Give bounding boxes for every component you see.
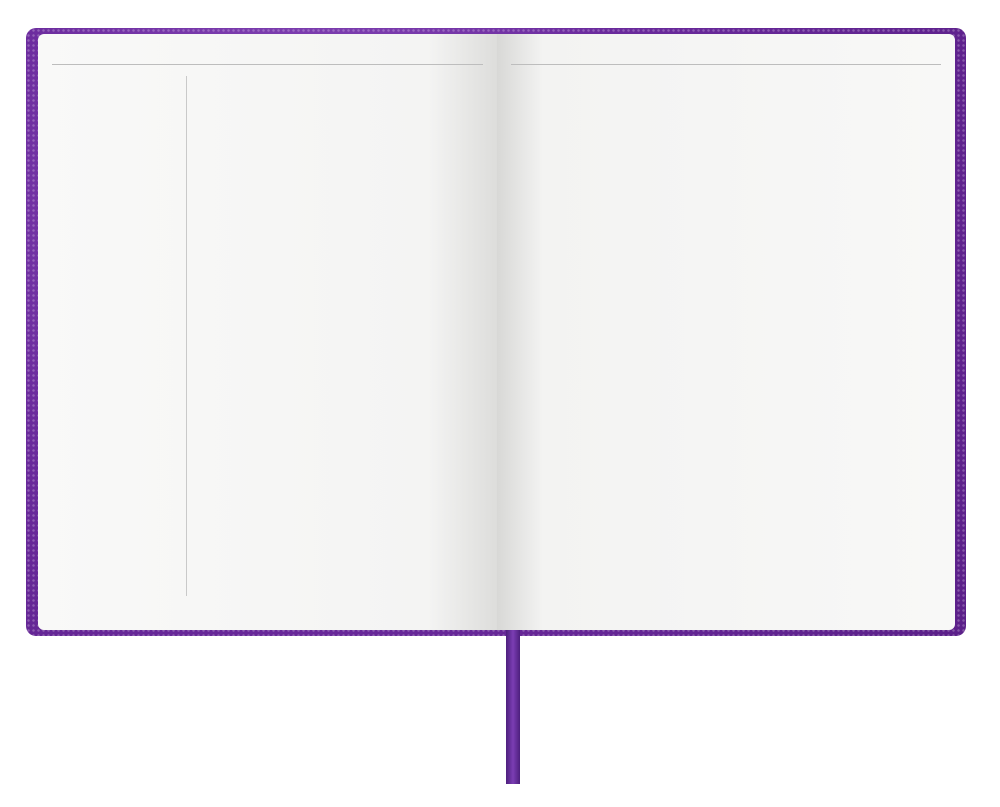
left-page — [38, 34, 497, 630]
column-divider — [186, 76, 187, 596]
right-page-header — [511, 42, 941, 65]
left-page-header — [52, 42, 483, 65]
right-page — [497, 34, 955, 630]
bookmark-ribbon — [506, 630, 520, 784]
